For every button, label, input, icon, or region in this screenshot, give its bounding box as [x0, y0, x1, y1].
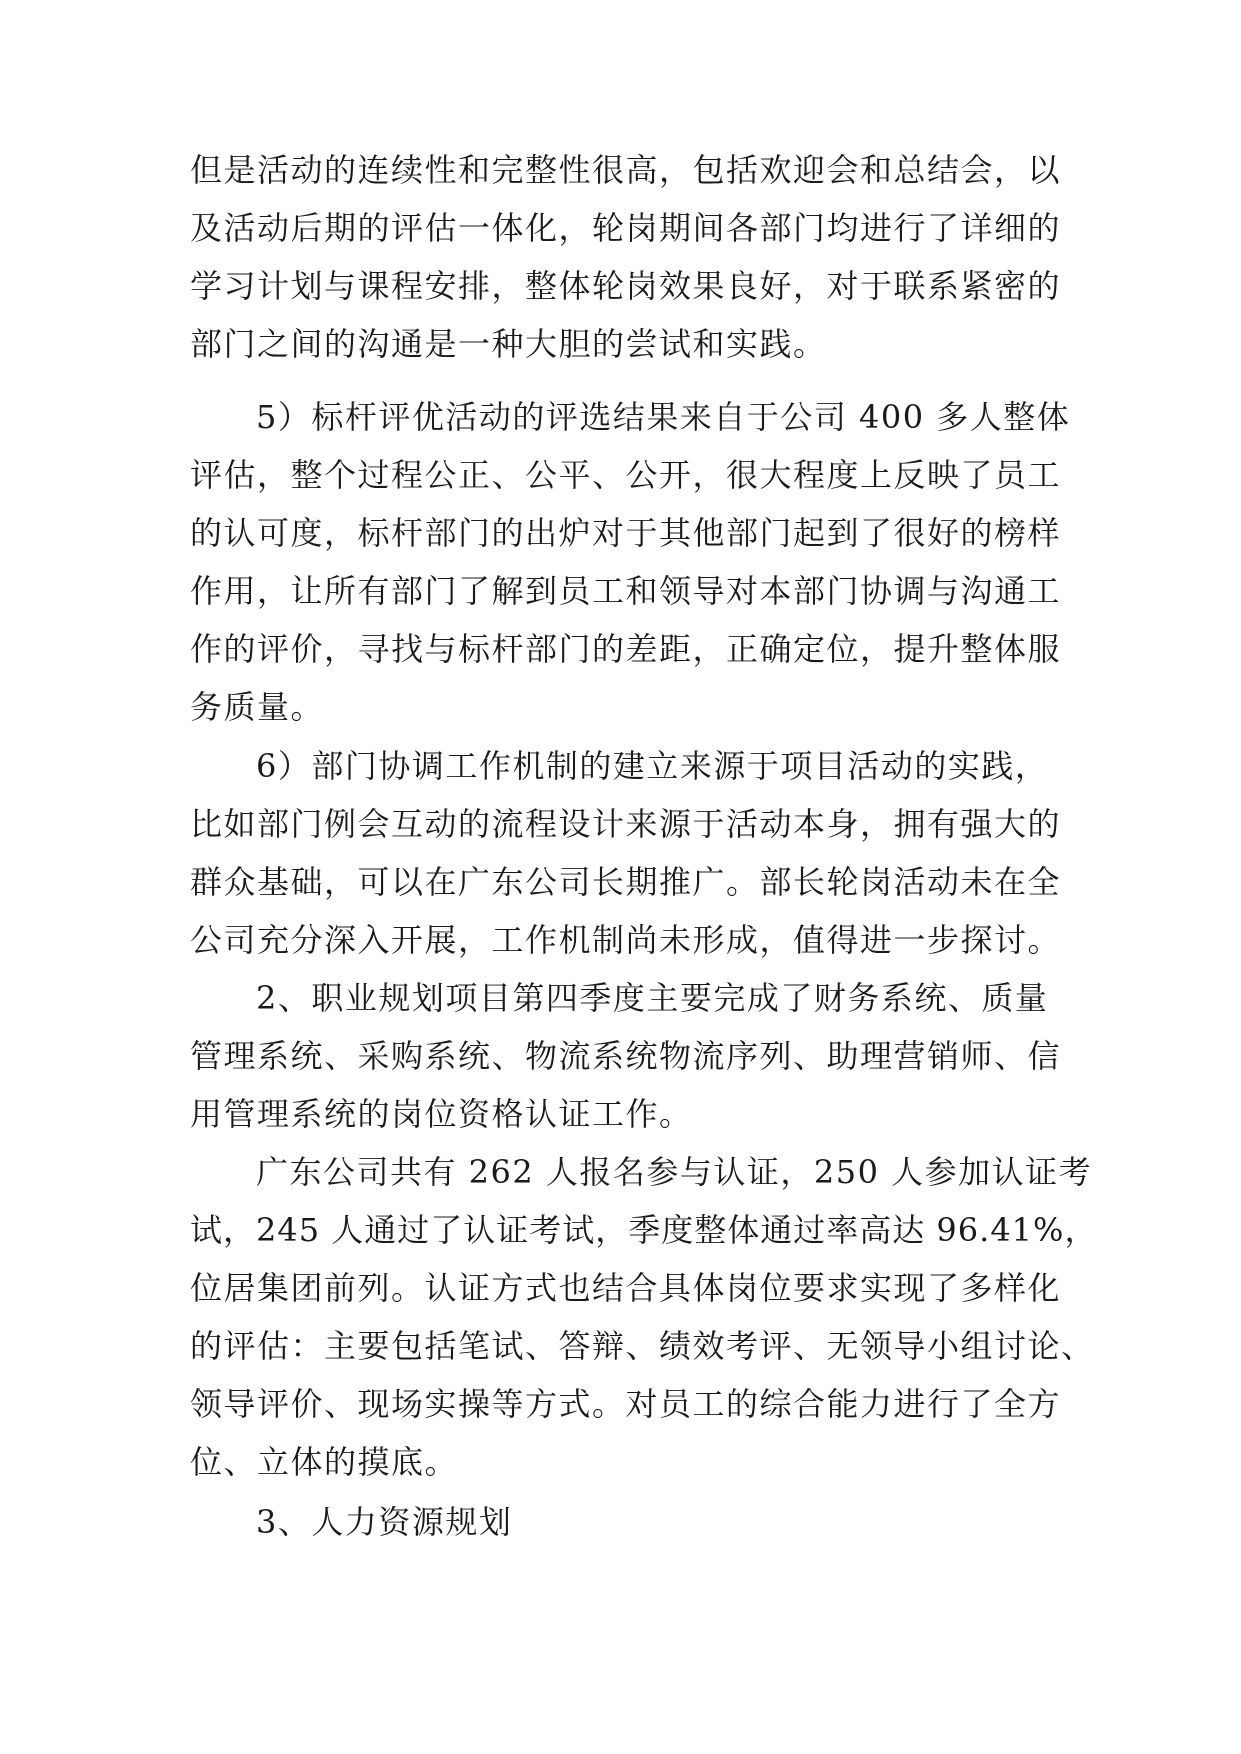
text-line: 务质量。 [190, 688, 325, 726]
text-line: 及活动后期的评估一体化，轮岗期间各部门均进行了详细的 [190, 209, 1062, 247]
text-line: 公司充分深入开展，工作机制尚未形成，值得进一步探讨。 [190, 921, 1062, 959]
paragraph-certification-start: 广东公司共有 262 人报名参与认证，250 人参加认证考 [256, 1153, 1093, 1191]
text-line: 部门之间的沟通是一种大胆的尝试和实践。 [190, 325, 827, 363]
text-line: 的评估：主要包括笔试、答辩、绩效考评、无领导小组讨论、 [190, 1327, 1095, 1365]
text-line: 管理系统、采购系统、物流系统物流序列、助理营销师、信 [190, 1037, 1062, 1075]
text-line: 作用，让所有部门了解到员工和领导对本部门协调与沟通工 [190, 572, 1062, 610]
text-line: 评估，整个过程公正、公平、公开，很大程度上反映了员工 [190, 456, 1062, 494]
text-line: 试，245 人通过了认证考试，季度整体通过率高达 96.41%， [190, 1211, 1098, 1249]
text-line: 领导评价、现场实操等方式。对员工的综合能力进行了全方 [190, 1385, 1062, 1423]
text-line: 位居集团前列。认证方式也结合具体岗位要求实现了多样化 [190, 1269, 1062, 1307]
section-2-start: 2、职业规划项目第四季度主要完成了财务系统、质量 [256, 979, 1049, 1017]
text-line: 学习计划与课程安排，整体轮岗效果良好，对于联系紧密的 [190, 267, 1062, 305]
section-3-heading: 3、人力资源规划 [256, 1503, 513, 1541]
text-line: 位、立体的摸底。 [190, 1443, 459, 1481]
text-line: 的认可度，标杆部门的出炉对于其他部门起到了很好的榜样 [190, 514, 1062, 552]
text-line: 用管理系统的岗位资格认证工作。 [190, 1095, 693, 1133]
text-line: 作的评价，寻找与标杆部门的差距，正确定位，提升整体服 [190, 630, 1062, 668]
text-line: 群众基础，可以在广东公司长期推广。部长轮岗活动未在全 [190, 863, 1062, 901]
paragraph-5-start: 5）标杆评优活动的评选结果来自于公司 400 多人整体 [256, 398, 1071, 436]
text-line: 比如部门例会互动的流程设计来源于活动本身，拥有强大的 [190, 805, 1062, 843]
paragraph-6-start: 6）部门协调工作机制的建立来源于项目活动的实践， [256, 747, 1049, 785]
text-line: 但是活动的连续性和完整性很高，包括欢迎会和总结会，以 [190, 151, 1062, 189]
